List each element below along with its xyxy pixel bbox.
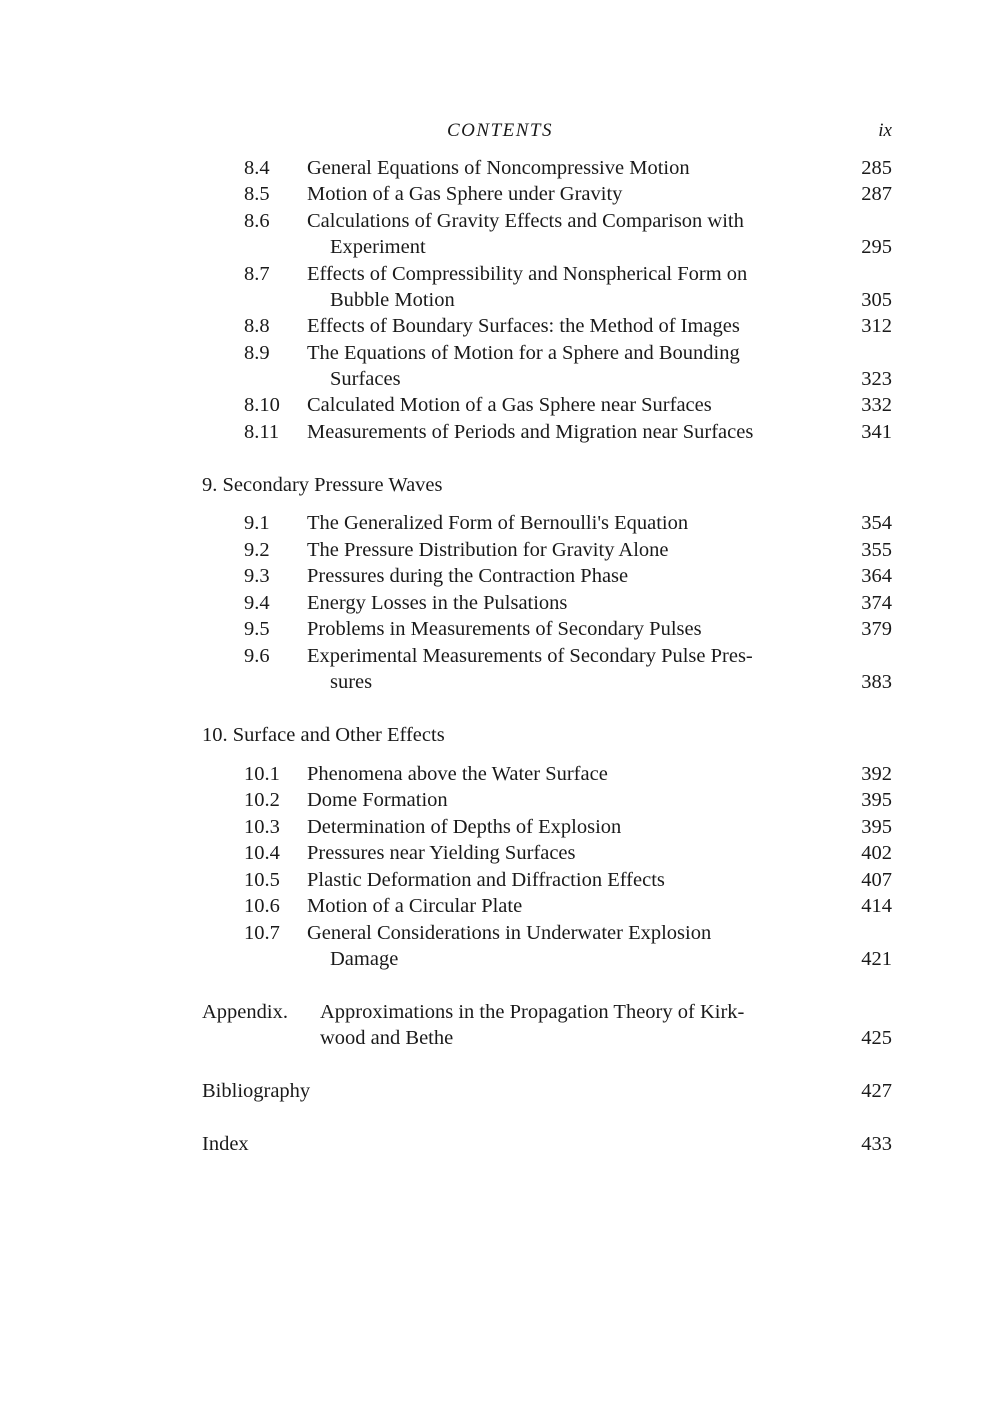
section-title: Motion of a Circular Plate bbox=[307, 895, 523, 917]
section-title: Pressures near Yielding Surfaces bbox=[307, 842, 576, 864]
section-title-continuation: Experiment bbox=[330, 236, 426, 258]
section-title: Calculations of Gravity Effects and Comparison with bbox=[307, 210, 744, 232]
page-number: 395 bbox=[861, 789, 892, 811]
section-number: 10.1 bbox=[244, 763, 280, 785]
bibliography-label: Bibliography bbox=[202, 1080, 311, 1102]
section-number: 8.6 bbox=[244, 210, 270, 232]
page-number: 332 bbox=[861, 394, 892, 416]
page-number: 383 bbox=[861, 671, 892, 693]
page-number: 427 bbox=[861, 1080, 892, 1102]
page-number: 285 bbox=[861, 157, 892, 179]
section-title: General Considerations in Underwater Explosion bbox=[307, 922, 712, 944]
page-number: 379 bbox=[861, 618, 892, 640]
page-number: 392 bbox=[861, 763, 892, 785]
section-title: Determination of Depths of Explosion bbox=[307, 816, 622, 838]
index-label: Index bbox=[202, 1133, 249, 1155]
section-title-continuation: Damage bbox=[330, 948, 399, 970]
section-number: 9.1 bbox=[244, 512, 270, 534]
section-number: 8.10 bbox=[244, 394, 280, 416]
page-number: 425 bbox=[861, 1027, 892, 1049]
page-number: 395 bbox=[861, 816, 892, 838]
page-number: 364 bbox=[861, 565, 892, 587]
section-title: General Equations of Noncompressive Motion bbox=[307, 157, 690, 179]
section-number: 8.5 bbox=[244, 183, 270, 205]
section-title: Effects of Boundary Surfaces: the Method of Images bbox=[307, 315, 740, 337]
section-number: 9.2 bbox=[244, 539, 270, 561]
section-title: Calculated Motion of a Gas Sphere near Surfaces bbox=[307, 394, 712, 416]
section-title: Dome Formation bbox=[307, 789, 448, 811]
section-title: Plastic Deformation and Diffraction Effects bbox=[307, 869, 665, 891]
appendix-title-continuation: wood and Bethe bbox=[320, 1027, 454, 1049]
appendix-title: Approximations in the Propagation Theory of Kirk- bbox=[320, 1001, 745, 1023]
page-number: 305 bbox=[861, 289, 892, 311]
page-number: 323 bbox=[861, 368, 892, 390]
section-number: 10.5 bbox=[244, 869, 280, 891]
chapter-heading: 9. Secondary Pressure Waves bbox=[202, 474, 443, 496]
section-title: Energy Losses in the Pulsations bbox=[307, 592, 568, 614]
section-title: Experimental Measurements of Secondary Pulse Pres- bbox=[307, 645, 753, 667]
section-title-continuation: sures bbox=[330, 671, 373, 693]
section-title: Phenomena above the Water Surface bbox=[307, 763, 608, 785]
section-number: 8.11 bbox=[244, 421, 280, 443]
section-title-continuation: Surfaces bbox=[330, 368, 401, 390]
chapter-heading: 10. Surface and Other Effects bbox=[202, 724, 445, 746]
page-number: 355 bbox=[861, 539, 892, 561]
page-number-label: ix bbox=[878, 120, 892, 141]
section-title: Motion of a Gas Sphere under Gravity bbox=[307, 183, 623, 205]
section-number: 10.2 bbox=[244, 789, 280, 811]
page-number: 312 bbox=[861, 315, 892, 337]
section-number: 8.8 bbox=[244, 315, 270, 337]
page-number: 374 bbox=[861, 592, 892, 614]
section-title: Problems in Measurements of Secondary Pulses bbox=[307, 618, 702, 640]
section-title: Measurements of Periods and Migration near Surfaces bbox=[307, 421, 754, 443]
section-title: Effects of Compressibility and Nonspherical Form on bbox=[307, 263, 748, 285]
section-number: 9.6 bbox=[244, 645, 270, 667]
page-number: 421 bbox=[861, 948, 892, 970]
section-number: 10.6 bbox=[244, 895, 280, 917]
section-number: 10.4 bbox=[244, 842, 280, 864]
section-number: 9.5 bbox=[244, 618, 270, 640]
page-header-title: CONTENTS bbox=[447, 120, 553, 141]
section-number: 8.7 bbox=[244, 263, 270, 285]
section-title: Pressures during the Contraction Phase bbox=[307, 565, 629, 587]
section-number: 8.4 bbox=[244, 157, 270, 179]
appendix-label: Appendix. bbox=[202, 1001, 288, 1023]
section-number: 10.7 bbox=[244, 922, 280, 944]
page-number: 402 bbox=[861, 842, 892, 864]
section-title: The Equations of Motion for a Sphere and Bounding bbox=[307, 342, 740, 364]
section-title-continuation: Bubble Motion bbox=[330, 289, 455, 311]
section-number: 10.3 bbox=[244, 816, 280, 838]
page-number: 354 bbox=[861, 512, 892, 534]
page-number: 295 bbox=[861, 236, 892, 258]
section-title: The Pressure Distribution for Gravity Alone bbox=[307, 539, 669, 561]
section-number: 9.3 bbox=[244, 565, 270, 587]
section-number: 9.4 bbox=[244, 592, 270, 614]
page-number: 287 bbox=[861, 183, 892, 205]
section-title: The Generalized Form of Bernoulli's Equation bbox=[307, 512, 689, 534]
page-number: 433 bbox=[861, 1133, 892, 1155]
page-number: 407 bbox=[861, 869, 892, 891]
section-number: 8.9 bbox=[244, 342, 270, 364]
page-number: 341 bbox=[861, 421, 892, 443]
page-number: 414 bbox=[861, 895, 892, 917]
